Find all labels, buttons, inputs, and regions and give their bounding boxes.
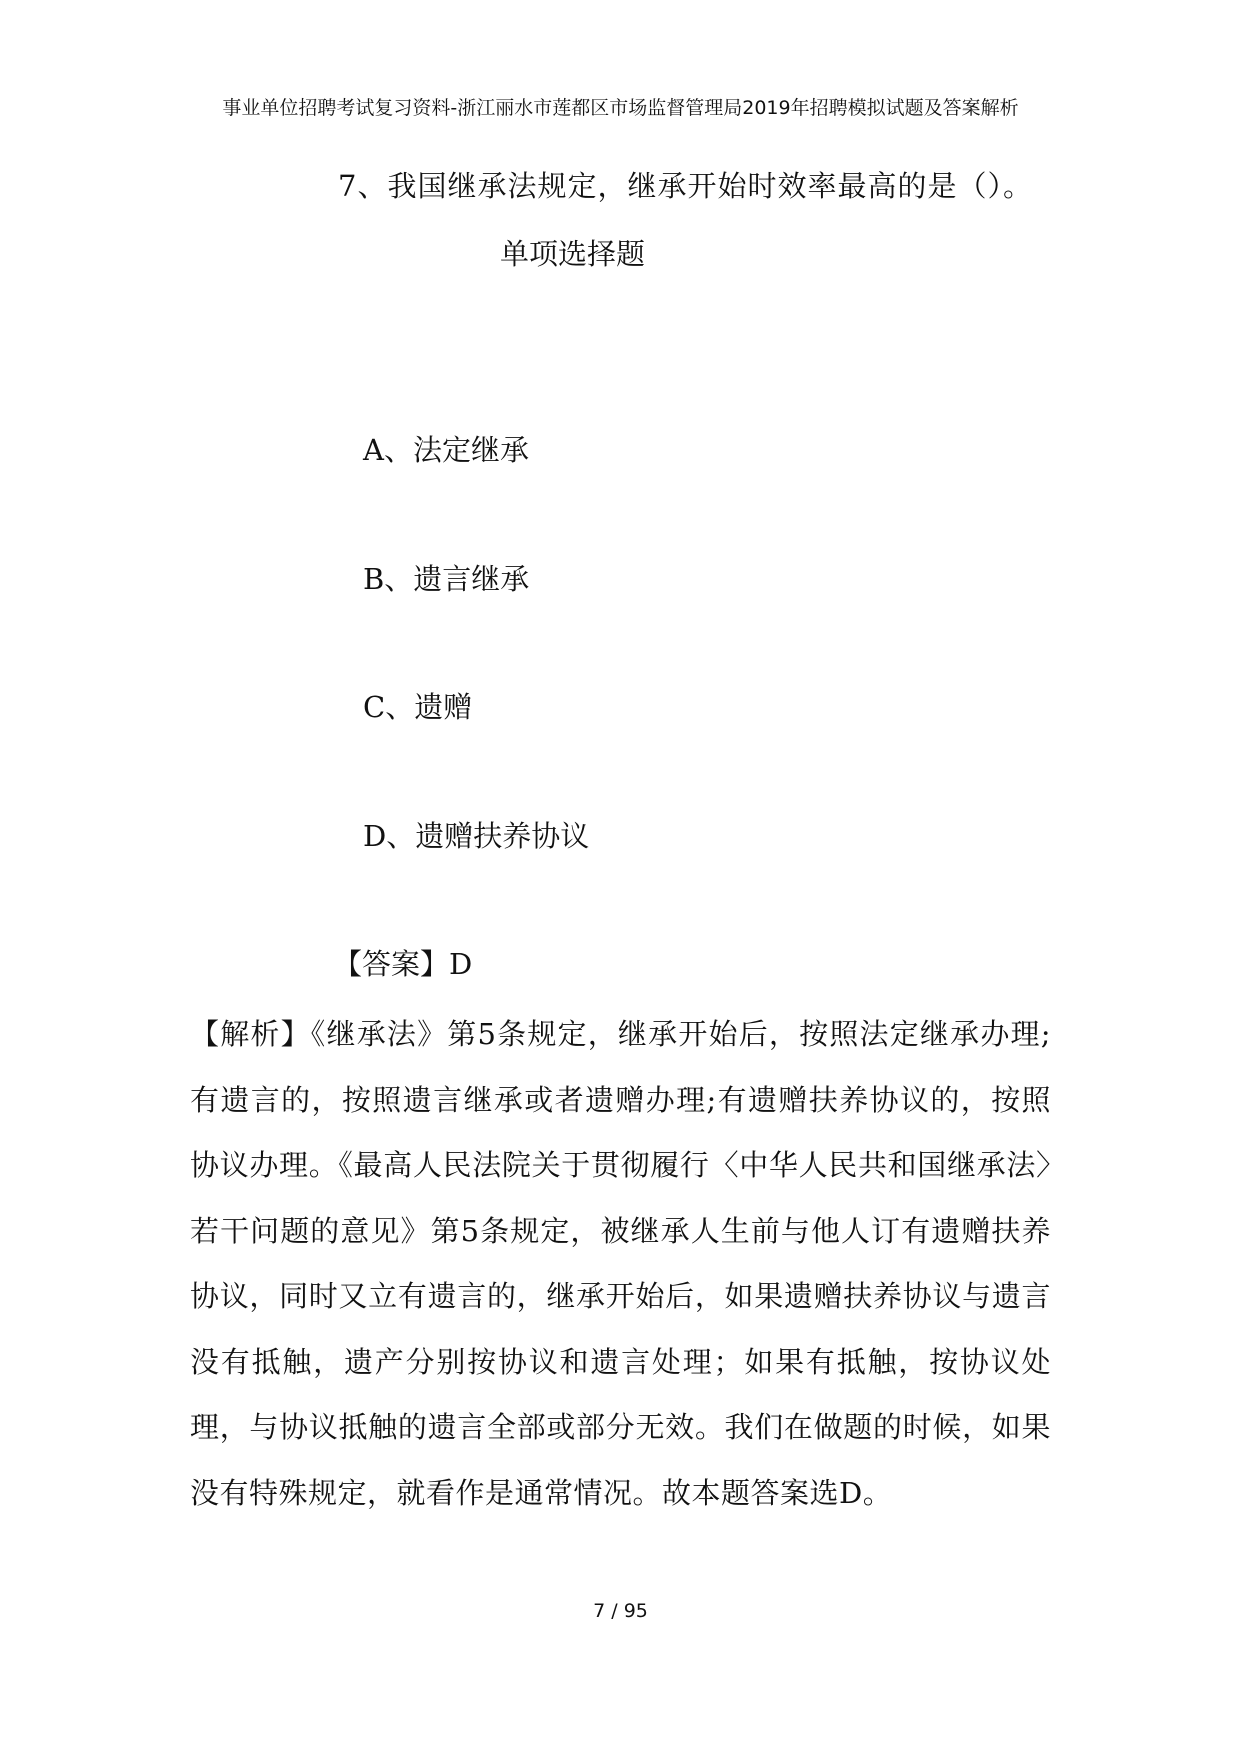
option-a: A、法定继承 — [363, 433, 529, 467]
option-d: D、遗赠扶养协议 — [363, 819, 590, 853]
option-b: B、遗言继承 — [363, 562, 530, 596]
answer-line: 【答案】D — [333, 947, 473, 981]
question-type: 单项选择题 — [500, 237, 646, 271]
analysis-paragraph: 【解析】《继承法》第5条规定，继承开始后，按照法定继承办理;有遗言的，按照遗言继承或者遗赠办理;有遗赠扶养协议的，按照协议办理。《最高人民法院关于贯彻履行〈中华人民共和国继承法〉若干问题的意见》第5条规定，被继承人生前与他人订有遗赠扶养协议，同时又立有遗言的，继承开始后，如果遗赠扶养协议与遗言没有抵触，遗产分别按协议和遗言处理；如果有抵触，按协议处理，与协议抵触的遗言全部或部分无效。我们在做题的时候，如果没有特殊规定，就看作是通常情况。故本题答案选D。 — [190, 1017, 1051, 1510]
page-number: 7 / 95 — [593, 1600, 648, 1622]
question-text: 7、我国继承法规定，继承开始时效率最高的是（）。 — [338, 169, 1033, 203]
option-c: C、遗赠 — [363, 690, 473, 724]
document-header: 事业单位招聘考试复习资料-浙江丽水市莲都区市场监督管理局2019年招聘模拟试题及答案解析 — [222, 97, 1019, 119]
